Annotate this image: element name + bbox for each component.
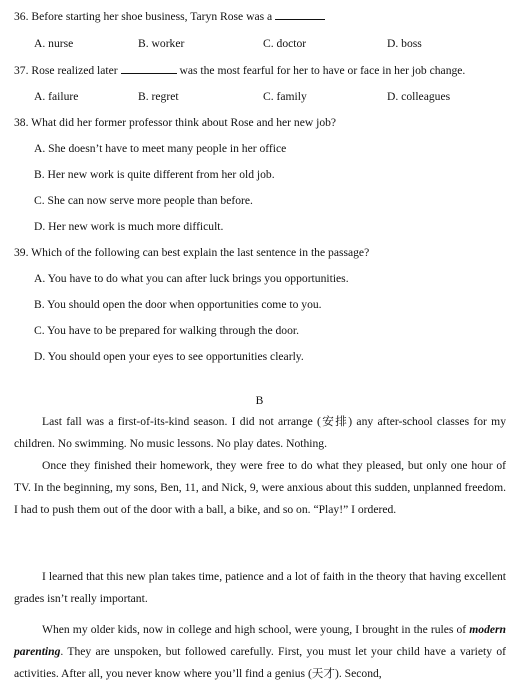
question-36-text: 36. Before starting her shoe business, Taryn Rose was a xyxy=(14,10,273,23)
option-a: A. You have to do what you can after luck brings you opportunities. xyxy=(34,272,349,285)
option-b: B. You should open the door when opportunities come to you. xyxy=(34,298,322,311)
question-38-stem: 38. What did her former professor think about Rose and her new job? xyxy=(14,116,337,129)
option-d: D. boss xyxy=(387,37,422,50)
emphasized-phrase: modern parenting xyxy=(14,623,506,659)
option-d: D. colleagues xyxy=(387,90,451,103)
paragraph-4-text-before: When my older kids, now in college and high school, were young, I brought in the rules of xyxy=(42,623,467,636)
question-37-text-after: was the most fearful for her to have or face in her job change. xyxy=(179,64,466,77)
option-a: A. nurse xyxy=(34,37,74,50)
paragraph-4-text-after: . They are unspoken, but followed carefully. First, you must let your child have a variety of activities. After all, you never know where you’ll find a genius (天才). Second, xyxy=(14,645,506,681)
option-d: D. Her new work is much more difficult. xyxy=(34,220,224,233)
question-37-stem xyxy=(14,63,465,78)
question-37-text-before: 37. Rose realized later xyxy=(14,64,118,77)
option-c: C. family xyxy=(263,90,307,103)
option-b: B. regret xyxy=(138,90,179,103)
option-a: A. She doesn’t have to meet many people in her office xyxy=(34,142,287,155)
passage-paragraph-2: Once they finished their homework, they were free to do what they pleased, but only one hour of TV. In the beginning, my sons, Ben, 11, and Nick, 9, were anxious about this sudden, unplanned freedom. I had to push them out of the door with a ball, a bike, and so on. “Play!” I ordered. xyxy=(14,459,506,517)
option-c: C. doctor xyxy=(263,37,307,50)
answer-blank xyxy=(121,63,177,74)
passage-paragraph-1: Last fall was a first-of-its-kind season. I did not arrange (安排) any after-school classes for my children. No swimming. No music lessons. No play dates. Nothing. xyxy=(14,415,506,451)
option-d: D. You should open your eyes to see opportunities clearly. xyxy=(34,350,304,363)
option-a: A. failure xyxy=(34,90,79,103)
passage-paragraph-4 xyxy=(14,619,506,686)
passage-paragraph-3: I learned that this new plan takes time, patience and a lot of faith in the theory that having excellent grades isn’t really important. xyxy=(14,570,506,606)
answer-blank xyxy=(275,9,325,20)
option-c: C. You have to be prepared for walking through the door. xyxy=(34,324,299,337)
option-b: B. worker xyxy=(138,37,185,50)
option-c: C. She can now serve more people than before. xyxy=(34,194,253,207)
question-39-stem: 39. Which of the following can best explain the last sentence in the passage? xyxy=(14,246,370,259)
option-b: B. Her new work is quite different from her old job. xyxy=(34,168,275,181)
question-36-stem xyxy=(14,9,325,24)
section-title: B xyxy=(255,394,264,407)
